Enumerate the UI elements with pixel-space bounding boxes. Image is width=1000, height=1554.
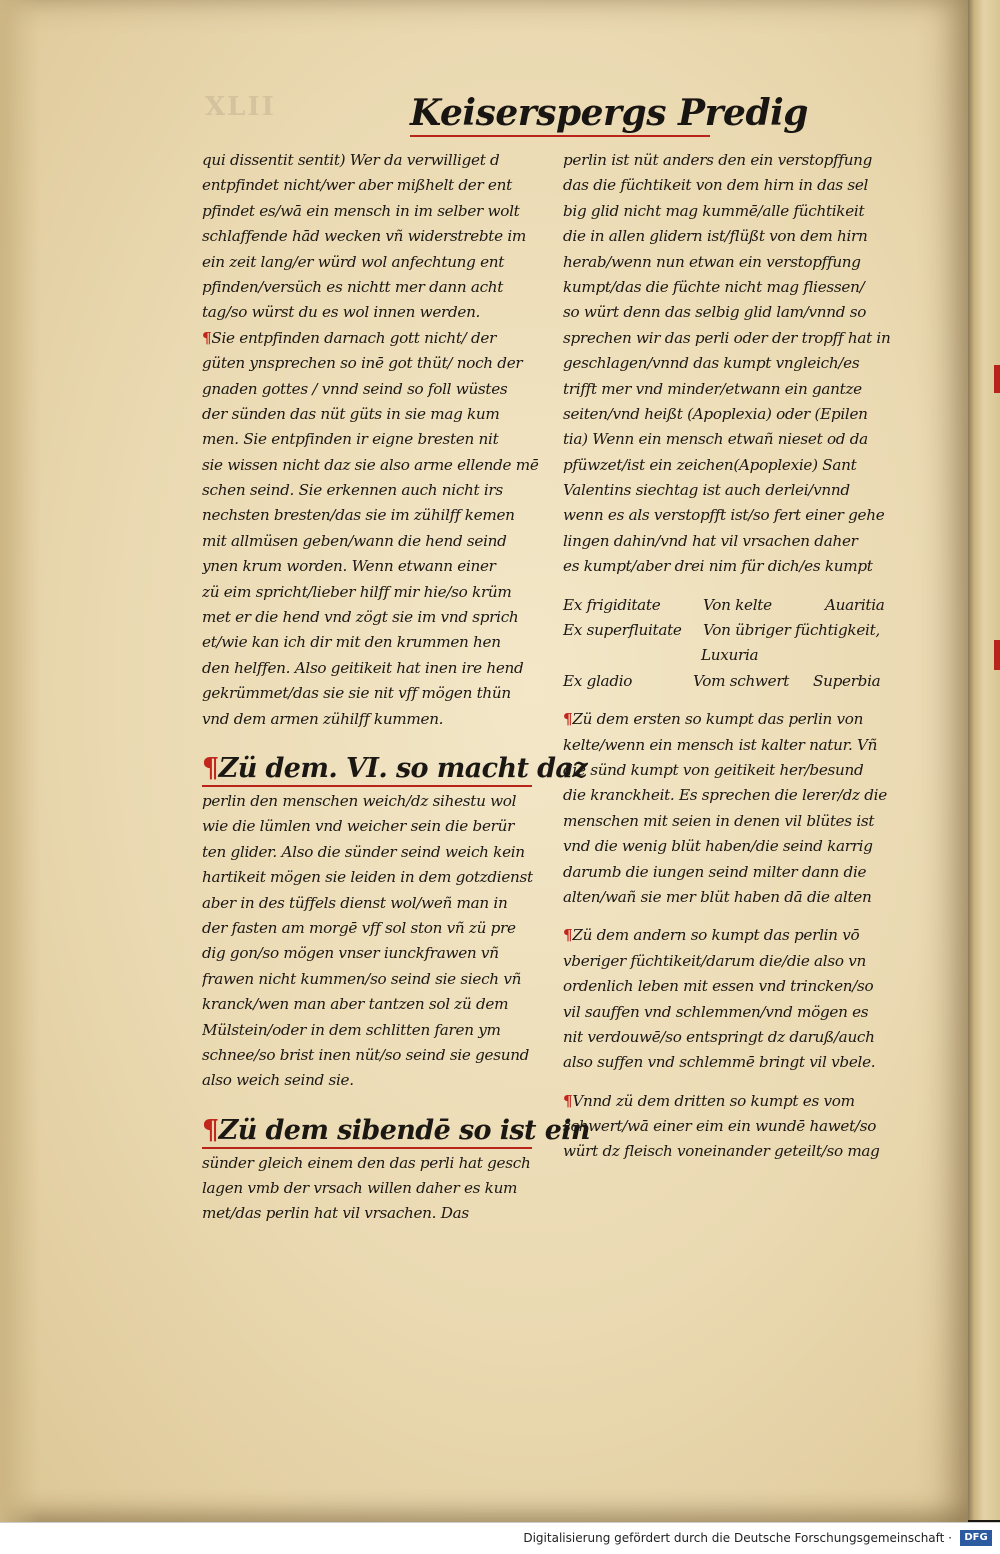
text-line: frawen nicht kummen/so seind sie siech vñ [202,969,522,988]
text-line: das die füchtikeit von dem hirn in das sel [563,176,869,195]
text-line: pfüwzet/ist ein zeichen(Apoplexie) Sant [563,455,857,474]
text-line: met/das perlin hat vil vrsachen. Das [202,1204,469,1223]
cause-row [563,643,913,668]
running-head-rule [410,135,710,137]
text-line: lagen vmb der vrsach willen daher es kum [202,1179,518,1198]
text-line: ¶Zü dem andern so kumpt das perlin vō [563,926,860,945]
text-line: der sünden das nüt güts in sie mag kum [202,404,500,423]
text-line: ten glider. Also die sünder seind weich kein [202,842,525,861]
running-head: Keiserspergs Predig [410,92,710,134]
text-line: aber in des tüffels dienst wol/weñ man in [202,893,508,912]
text-line: schwert/wā einer eim ein wundē hawet/so [563,1117,877,1136]
left-block-2 [202,326,547,732]
text-line: tia) Wenn ein mensch etwañ nieset od da [563,430,868,449]
cause-row [563,618,913,643]
cause-german: Von übriger füchtigkeit, [703,621,880,640]
text-line: kumpt/das die füchte nicht mag fliessen/ [563,277,865,296]
pilcrow-icon: ¶ [202,1114,219,1146]
text-line: schlaffende hād wecken vñ widerstrebte im [202,227,526,246]
text-line: mit allmüsen geben/wann die hend seind [202,531,507,550]
text-line: also suffen vnd schlemmē bringt vil vbele. [563,1053,876,1072]
cause-latin: Ex frigiditate [563,595,661,614]
text-line: entpfindet nicht/wer aber mißhelt der ent [202,176,512,195]
text-line: pfindet es/wā ein mensch in im selber wolt [202,201,520,220]
text-line: nit verdouwē/so entspringt dz daruß/auch [563,1027,875,1046]
text-line: perlin ist nüt anders den ein verstopffung [563,151,873,169]
text-line: schen seind. Sie erkennen auch nicht irs [202,481,503,500]
text-line: ordenlich leben mit essen vnd trincken/so [563,977,874,996]
text-line: men. Sie entpfinden ir eigne bresten nit [202,430,499,449]
text-line: güten ynsprechen so inē got thüt/ noch der [202,354,523,373]
text-line: vil sauffen vnd schlemmen/vnd mögen es [563,1002,869,1021]
text-line: Mülstein/oder in dem schlitten faren ym [202,1020,501,1039]
text-line: schnee/so brist inen nüt/so seind sie gesund [202,1045,530,1064]
cause-latin: Ex superfluitate [563,621,682,640]
text-line: met er die hend vnd zögt sie im vnd sprich [202,608,519,627]
text-line: menschen mit seien in denen vil blütes ist [563,811,875,830]
text-line: es kumpt/aber drei nim für dich/es kumpt [563,557,873,576]
cause-vice: Luxuria [701,646,759,665]
text-line: ¶Zü dem ersten so kumpt das perlin von [563,710,864,729]
text-line: ¶Vnnd zü dem dritten so kumpt es vom [563,1091,855,1110]
text-line: also weich seind sie. [202,1071,354,1090]
section-heading-6: ¶Zü dem. VI. so macht daz [202,749,547,789]
text-line: big glid nicht mag kummē/alle füchtikeit [563,201,865,220]
text-line: trifft mer vnd minder/etwann ein gantze [563,379,862,398]
heading-rule [202,785,532,787]
text-line: die sünd kumpt von geitikeit her/besund [563,760,864,779]
text-line: Valentins siechtag ist auch derlei/vnnd [563,481,850,500]
text-line: der fasten am morgē vff sol ston vñ zü pre [202,918,516,937]
heading-rule [202,1147,532,1149]
right-block-3 [563,923,913,1075]
text-line: et/wie kan ich dir mit den krummen hen [202,633,501,652]
causes-table [563,593,913,695]
left-column [202,148,590,1227]
cause-vice: Superbia [813,671,881,690]
text-line: so würt denn das selbig glid lam/vnnd so [563,303,867,322]
text-line: vnd dem armen zühilff kummen. [202,709,444,728]
right-column [563,148,913,1165]
text-line: kranck/wen man aber tantzen sol zü dem [202,995,509,1014]
pilcrow-icon: ¶ [202,752,219,784]
funding-notice: Digitalisierung gefördert durch die Deutsche Forschungsgemeinschaft · [523,1531,952,1545]
cause-vice: Auaritia [825,595,885,614]
left-block-4 [202,1151,547,1227]
text-line: kelte/wenn ein mensch ist kalter natur. Vñ [563,735,878,754]
text-line: hartikeit mögen sie leiden in dem gotzdienst [202,868,533,887]
text-line: sprechen wir das perli oder der tropff hat in [563,328,891,347]
text-line: zü eim spricht/lieber hilff mir hie/so krüm [202,582,512,601]
right-block-4 [563,1089,913,1165]
text-line: die in allen glidern ist/flüßt von dem hirn [563,227,868,246]
text-line: den helffen. Also geitikeit hat inen ire hend [202,658,524,677]
pilcrow-icon: ¶ [563,926,573,945]
viewer-footer [0,1522,1000,1554]
text-line: tag/so würst du es wol innen werden. [202,303,481,322]
text-line: die kranckheit. Es sprechen die lerer/dz die [563,786,887,805]
text-line: würt dz fleisch voneinander geteilt/so mag [563,1142,880,1161]
left-block-1 [202,148,547,326]
show-through-text: XLII [205,92,276,122]
right-block-1 [563,148,913,580]
text-line: sünder gleich einem den das perli hat gesch [202,1153,531,1172]
text-line: darumb die iungen seind milter dann die [563,862,867,881]
text-line: wenn es als verstopfft ist/so fert einer gehe [563,506,885,525]
text-line: alten/wañ sie mer blüt haben dā die alten [563,887,872,906]
text-line: gekrümmet/das sie sie nit vff mögen thün [202,684,511,703]
cause-german: Von kelte [703,595,772,614]
text-line: pfinden/versüch es nichtt mer dann acht [202,277,504,296]
text-line: sie wissen nicht daz sie also arme ellende mē [202,455,539,474]
section-heading-7: ¶Zü dem sibendē so ist ein [202,1111,547,1151]
text-line: nechsten bresten/das sie im zühilff kemen [202,506,515,525]
left-block-3 [202,789,547,1094]
text-line: ynen krum worden. Wenn etwann einer [202,557,496,576]
text-line: geschlagen/vnnd das kumpt vngleich/es [563,354,860,373]
text-line: vberiger füchtikeit/darum die/die also vn [563,951,866,970]
right-block-2 [563,707,913,910]
pilcrow-icon: ¶ [202,328,212,347]
cause-latin: Ex gladio [563,671,633,690]
text-line: qui dissentit sentit) Wer da verwilliget d [202,151,500,169]
text-line: perlin den menschen weich/dz sihestu wol [202,791,517,810]
pilcrow-icon: ¶ [563,710,573,729]
dfg-logo-icon: DFG [960,1530,992,1546]
text-line: vnd die wenig blüt haben/die seind karrig [563,837,873,856]
text-line: ein zeit lang/er würd wol anfechtung ent [202,252,505,271]
cause-row [563,593,913,618]
text-line: herab/wenn nun etwan ein verstopffung [563,252,861,271]
cause-german: Vom schwert [693,671,790,690]
text-line: lingen dahin/vnd hat vil vrsachen daher [563,531,858,550]
cause-row [563,669,913,694]
text-line: seiten/vnd heißt (Apoplexia) oder (Epilen [563,404,868,423]
text-line: ¶Sie entpfinden darnach gott nicht/ der [202,328,497,347]
text-line: dig gon/so mögen vnser iunckfrawen vñ [202,944,499,963]
text-line: gnaden gottes / vnnd seind so foll wüstes [202,379,508,398]
text-line: wie die lümlen vnd weicher sein die berür [202,817,515,836]
pilcrow-icon: ¶ [563,1091,573,1110]
